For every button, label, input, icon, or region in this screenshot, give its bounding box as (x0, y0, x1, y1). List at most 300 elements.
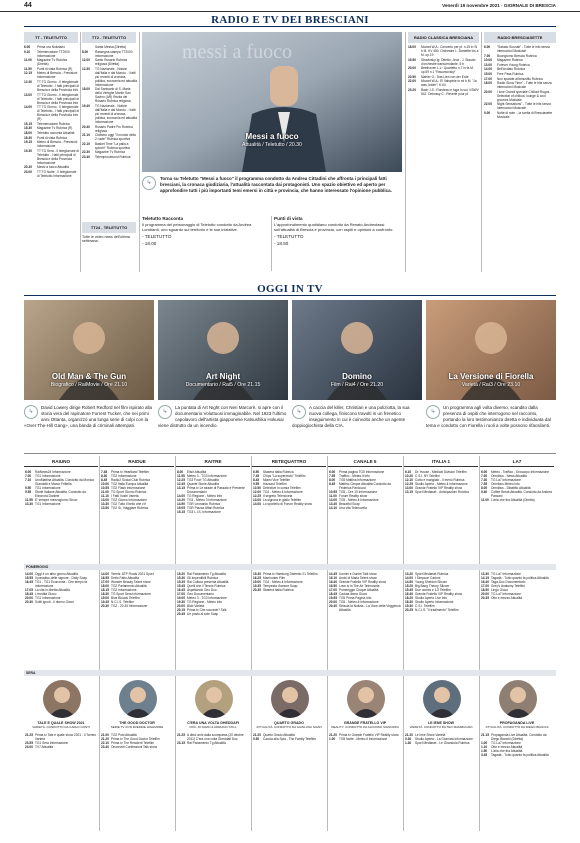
schedule-time: 12.15 (24, 71, 32, 76)
schedule-time: 23.20 (408, 87, 416, 92)
schedule-time: 9.55 (25, 490, 32, 494)
film-title: Old Man & The Gun (51, 372, 127, 381)
host-show-subtitle: ATTUALITÀ. CONDOTTO DA GIANLUIGI NUZZI (256, 725, 322, 729)
schedule-time: 20.30 (25, 600, 33, 604)
schedule-program: Meteo di Brescia - Previsioni Informazione (37, 140, 78, 149)
box1-text: Il programma del personaggio di Teletutto condotto da Andrea Lombardi, uno sguardo sul territorio e le sue iniziative. (142, 221, 252, 232)
schedule-program: N.C.I.S. Telefilm (111, 600, 134, 604)
schedule-time: 7.10 (25, 478, 32, 482)
host-show-subtitle: VARIETÀ. CONDOTTO DA TEO MAMMUCARI (409, 725, 473, 729)
schedule-time: 11.55 (25, 498, 33, 502)
channel-schedule (177, 572, 249, 668)
schedule-program: Non sparate all'amusfilo Rubrica (497, 76, 543, 81)
host-avatar (347, 680, 385, 718)
tt2-schedule (82, 45, 137, 220)
schedule-row (481, 498, 553, 502)
schedule-time: 0.50 (253, 737, 260, 741)
schedule-program: Sport Mediaset Rubrica (415, 572, 449, 576)
schedule-time: 20.40 (82, 124, 90, 129)
schedule-time: 17.05 (25, 588, 33, 592)
schedule-time: 18.00 (408, 45, 416, 49)
schedule-program: TG5 - Meteo.it Informazione (339, 600, 379, 604)
schedule-row (82, 155, 137, 159)
schedule-time: 6.00 (329, 470, 336, 474)
schedule-program: Striscia la Notizia - La Voce della Veggenza Attualità (339, 604, 401, 612)
schedule-program: Meteo 3 - TG3 Informazione (187, 474, 227, 478)
schedule-time: 17.00 (177, 592, 185, 596)
schedule-program: Studio Aperto Live Info (415, 596, 448, 600)
feature-caption: Torna su Teletutto "Messi a fuoco" il programma condotto da Andrea Cittadini che affronta i principali fatti bresciani, la cronaca giudiziaria, l'attualità raccontata dai protagonisti. Uno spazio obiettivo ed aperto per approfondire tutti i più importanti temi emersi in città e provincia, che hanno interessato l'opinione pubblica. (160, 176, 392, 193)
schedule-program: TG3 Fuori TG Attualità (187, 478, 219, 482)
schedule-program: E' sempre mezzogiorno Show (35, 498, 78, 502)
schedule-program: TG4 - Meteo.it Informazione (263, 490, 303, 494)
schedule-row (25, 490, 97, 498)
band-sera: SERA (24, 670, 556, 676)
schedule-row (329, 737, 401, 741)
schedule-time: 8.00 (82, 49, 89, 54)
schedule-time: 19.00 (177, 596, 185, 600)
schedule-program: Telemercatone TT2000 Informazione (37, 49, 70, 58)
film-image (158, 300, 288, 400)
schedule-time: 8.00 (177, 470, 184, 474)
schedule-time: 13.15 (405, 490, 413, 494)
channel-schedule (329, 470, 401, 562)
schedule-row (329, 604, 401, 612)
film-image (292, 300, 422, 400)
schedule-row (484, 90, 556, 102)
channel-header-tt: TT - TELETUTTO (24, 32, 78, 43)
schedule-program: TGR Piazza Affari Rubrica (187, 506, 225, 510)
schedule-time: 21.00 (101, 733, 109, 737)
schedule-program: Dal Santuario di S. Maria della Vertighe Monte San Savino (AR) Recita del Rosario Rubrica religiosa (95, 87, 131, 104)
schedule-row (408, 66, 479, 74)
schedule-program: Tempesta d'amore Soap (263, 584, 298, 588)
schedule-program: Rassegna stampa TT2000 Informazione (95, 49, 133, 58)
schedule-row (24, 50, 79, 58)
schedule-row (24, 170, 79, 178)
schedule-row (408, 75, 479, 79)
channel-header: ITALIA 1 (404, 456, 478, 467)
host-avatar (43, 680, 81, 718)
film-image (426, 300, 556, 400)
schedule-time: 23.00 (24, 169, 32, 174)
schedule-program: Stravinsky Ig: Ottetto; Jeux - J. Staudo d'orchestre transcendante, 5 tr (421, 57, 476, 66)
schedule-row (101, 506, 173, 510)
schedule-program: TG2 Parlamento Attualità (111, 584, 147, 588)
schedule-row (82, 133, 137, 141)
schedule-program: Uomini e Donne Talk show (339, 572, 377, 576)
schedule-time: 14.00 (101, 572, 109, 576)
host-show-subtitle: SERIE TV CON FREDDIE HIGHMORE (110, 725, 164, 729)
schedule-time: 13.00 (101, 498, 109, 502)
channel-schedule (405, 470, 477, 562)
schedule-time: 20.25 (405, 608, 413, 612)
schedule-time: 10.20 (405, 474, 413, 478)
schedule-program: La signora in giallo Telefilm (263, 498, 302, 502)
schedule-time: 23.40 (82, 154, 90, 159)
band-pomeriggio: POMERIGGIO (24, 564, 556, 570)
film-description-block (426, 405, 556, 451)
schedule-program: Le Iene Show Varietà (415, 733, 446, 737)
schedule-program: Prima ora Notiziario (37, 45, 65, 49)
schedule-program: Stasera Italia Rubrica (263, 470, 294, 474)
schedule-time: 21.10 (82, 133, 90, 138)
schedule-program: TG Sport Giorno Rubrica (111, 490, 147, 494)
schedule-time: 20.00 (25, 596, 33, 600)
schedule-program: Coffee Break Attualità. Condotto da Andrea Pancani (491, 490, 552, 498)
schedule-time: 17.00 (329, 588, 337, 592)
schedule-time: 16.45 (177, 588, 185, 592)
schedule-program: TG1 Sera Informazione (35, 741, 69, 745)
schedule-time: 12.00 (253, 490, 261, 494)
schedule-time: 21.20 (253, 733, 261, 737)
schedule-time: 10.00 (101, 482, 109, 486)
feature-caption-block (142, 176, 402, 194)
schedule-program: Magazine Tv Rubrica (Diretta) (37, 58, 68, 67)
schedule-row (25, 745, 97, 749)
schedule-time: 10.00 (484, 58, 492, 63)
host-avatar (499, 680, 537, 718)
schedule-program: Omnibus - News Attualità (491, 474, 527, 478)
schedule-program: Hazzard Telefilm (263, 482, 287, 486)
channel-header-tt24: TT24 - TELETUTTO (82, 222, 136, 233)
schedule-time: 10.50 (253, 486, 261, 490)
channel-header-rbs: RADIO BRESCIASETTE (484, 32, 556, 43)
schedule-row (24, 140, 79, 148)
schedule-program: Traffico - Meteo.it Info (339, 474, 370, 478)
schedule-program: Caduta libera Gioco (339, 592, 368, 596)
schedule-program: Rai Parlamento Tg Attualità (187, 741, 226, 745)
schedule-program: Rosario Padre Pio Rubrica religiosa (95, 124, 133, 133)
schedule-time: 13.30 (101, 502, 109, 506)
film-title: La Versione di Fiorella (448, 372, 534, 381)
schedule-time: 20.00 (484, 89, 492, 94)
schedule-time: 19.15 (24, 140, 32, 145)
box1-time: - 18.00 (142, 241, 157, 247)
host-show-subtitle: VARIETÀ. CONDOTTO DA CARLO CONTI (32, 725, 90, 729)
schedule-row (405, 608, 477, 612)
schedule-program: Elisir Attualità (187, 470, 207, 474)
schedule-time: 22.10 (82, 141, 90, 146)
schedule-row (481, 733, 553, 741)
schedule-row (481, 753, 553, 757)
schedule-row (177, 612, 249, 616)
schedule-row (101, 604, 173, 608)
box1-channel: - TELETUTTO (142, 233, 172, 239)
schedule-time: 18.00 (82, 87, 90, 92)
schedule-row (405, 741, 477, 745)
schedule-time: 9.10 (24, 49, 31, 54)
schedule-program: Oggi è un altro giorno Attualità (35, 572, 78, 576)
schedule-time: 14.00 (24, 105, 32, 110)
schedule-time: 20.30 (101, 604, 109, 608)
schedule-program: Otto e mezzo Attualità (491, 745, 523, 749)
schedule-row (253, 502, 325, 506)
schedule-program: Tennis. ATP Finals 2021 Sport (111, 572, 154, 576)
schedule-program: Quelli che il Tennis Rubrica (187, 584, 226, 588)
host-show-title: PROPAGANDA LIVE (499, 721, 535, 725)
schedule-program: Magazine Tv Rubrica (95, 150, 126, 155)
box2-text: L'approfondimento quotidiano condotto da Renato Andreolassi sull'attualità di Brescia e provincia, con ospiti e opinioni a confronto. (274, 221, 394, 232)
schedule-program: Lingo Gioco (491, 588, 509, 592)
schedule-program: Wonder Beauty Talent show (111, 580, 151, 584)
schedule-time: 18.30 (405, 600, 413, 604)
schedule-time: 12.00 (82, 58, 90, 63)
schedule-time: 20.00 (329, 600, 337, 604)
box-punti-di-vista (274, 216, 402, 247)
schedule-row (24, 45, 79, 49)
film-description-block (158, 405, 288, 451)
schedule-row (484, 81, 556, 89)
schedule-program: Love is in The Air Telenovela (339, 584, 380, 588)
schedule-program: Mozart W.A.: Concerto per pf. n.15 in Si b M. KV 450. Orchestre L. Dantette ins a M. op.19 (421, 45, 479, 57)
schedule-program: TG Sport Sera Informazione (111, 592, 151, 596)
channel-header: CANALE 5 (328, 456, 402, 467)
schedule-time: 16.40 (405, 592, 413, 596)
schedule-program: N.C.I.S. "Il tradimento" Telefilm (415, 608, 459, 612)
schedule-row (329, 482, 401, 490)
channel-schedule (177, 733, 249, 831)
schedule-row (484, 63, 556, 67)
schedule-time: 15.20 (405, 584, 413, 588)
schedule-time: 7.45 (101, 470, 108, 474)
schedule-time: 14.45 (329, 572, 337, 576)
tt24-text: Tutte le video news dell'ultima settimana. (82, 235, 130, 244)
schedule-program: Gli imperdibili Rubrica (187, 576, 218, 580)
schedule-program: TG2 - 20.30 Informazione (111, 604, 148, 608)
schedule-program: Big Bang Theory Sitcom (415, 584, 450, 588)
schedule-time: 14.00 (177, 494, 185, 498)
channel-schedule (329, 733, 401, 831)
schedule-time: 11.00 (329, 494, 337, 498)
schedule-time: 1.50 (481, 749, 488, 753)
tv-icon: ↳ (292, 405, 306, 419)
schedule-time: 19.00 (101, 596, 109, 600)
channel-schedule (25, 572, 97, 668)
schedule-program: TG2 Informazione (111, 474, 137, 478)
schedule-time: 13.50 (101, 506, 109, 510)
schedule-program: A dieci anni dalla scomparsa (20 ottobre 2011) C'era una volta Gheddafi Doc. (187, 733, 244, 741)
schedule-row (25, 502, 97, 506)
schedule-program: Mahler G.: Das Lied von der Erde (421, 74, 469, 79)
schedule-time: 13.00 (329, 498, 337, 502)
schedule-program: Sport Mediaset - Anticipazioni Rubrica (415, 490, 469, 494)
film-description: A caccia del killer, Christian e una poliziotta, la sua nuova collega, finiscono travolti in un frenetico inseguimento in cui è coinvolto anche un agente doppiogiochista della CIA. (292, 405, 410, 428)
schedule-time: 14.00 (405, 576, 413, 580)
schedule-row (408, 58, 479, 66)
schedule-program: TG5 - Meteo.it Informazione (339, 498, 379, 502)
schedule-row (484, 72, 556, 76)
section-title-radio-tv: RADIO E TV DEI BRESCIANI (24, 13, 556, 27)
schedule-row (101, 745, 173, 749)
schedule-program: Meteo di Brescia - Previsioni Informazione (37, 71, 78, 80)
schedule-time: 6.50 (253, 470, 260, 474)
schedule-row (24, 122, 79, 126)
schedule-time: 13.00 (253, 498, 261, 502)
schedule-program: Mattino Cinque Attualità Condotto da Federica Panicucci (339, 482, 391, 490)
schedule-time: 10.55 (101, 486, 109, 490)
schedule-time: 12.25 (405, 482, 413, 486)
host-show-title: GRANDE FRATELLO VIP (343, 721, 387, 725)
host-show-subtitle: REALITY. CONDOTTO DA ALFONSO SIGNORINI (331, 725, 399, 729)
schedule-time: 18.20 (405, 596, 413, 600)
schedule-program: TG2 Post Attualità (111, 733, 137, 737)
box2-time: - 18.50 (274, 241, 289, 247)
schedule-time: 11.10 (101, 494, 109, 498)
schedule-program: Bach J.S.: Rondeau e fuga in sol, il BWV 542. Debussy C.: Reverie pour pf. (421, 87, 479, 96)
schedule-time: 22.00 (408, 79, 416, 84)
feature-title: Messi a fuoco (245, 132, 299, 141)
schedule-program: Grande Fratello VIP Reality show (339, 580, 387, 584)
channel-schedule (25, 470, 97, 562)
schedule-row (25, 580, 97, 588)
schedule-time: 12.25 (177, 478, 185, 482)
schedule-program: Omnibus - Dibattito Attualità (491, 486, 531, 490)
schedule-time: 7.00 (25, 474, 32, 478)
schedule-program: TG4 - Meteo.it Informazione (263, 580, 303, 584)
schedule-time: 6.00 (24, 45, 31, 49)
schedule-program: Prima tv The Resident Telefilm (111, 741, 155, 745)
channel-schedule (101, 572, 173, 668)
schedule-time: 22.10 (101, 741, 109, 745)
host-show-title: QUARTO GRADO (274, 721, 304, 725)
schedule-program: Storie Italiane Attualità. Condotto da Eleonora Daniele (35, 490, 86, 498)
schedule-program: Tagadà - Tutto quanto fa politica Attualità (491, 753, 549, 757)
schedule-program: Soliti ignoti - Il ritorno Gioco (35, 600, 74, 604)
schedule-time: 7.55 (329, 474, 336, 478)
schedule-program: Prima tv Che succede? Talk (187, 608, 227, 612)
schedule-program: Prima pagina TG5 Informazione (339, 470, 385, 474)
schedule-time: 14.00 (484, 67, 492, 72)
schedule-time: 13.20 (405, 572, 413, 576)
schedule-time (82, 45, 95, 49)
schedule-time: 18.15 (101, 588, 109, 592)
schedule-time: 0.30 (405, 737, 412, 741)
schedule-time: 8.45 (101, 478, 108, 482)
schedule-time: 19.30 (405, 604, 413, 608)
schedule-program: Prima tv The Good Doctor Telefilm (111, 737, 160, 741)
schedule-program: TG1 Informazione (35, 502, 61, 506)
channel-header: RAIUNO (24, 456, 98, 467)
channel-schedule (253, 572, 325, 668)
schedule-program: Tagadà - Tutto quanto fa politica Attualità (491, 576, 549, 580)
schedule-program: UnoMattina Attualità. Condotto da Monica Giandotti e Marco Frittella (35, 478, 94, 486)
schedule-program: Punti di vista Rubrica (37, 135, 67, 140)
schedule-time: 18.00 (24, 130, 32, 135)
schedule-row (82, 50, 137, 58)
schedule-time: 16.40 (329, 580, 337, 584)
schedule-row (484, 67, 556, 71)
schedule-time: 21.20 (101, 737, 109, 741)
schedule-time: 16.40 (481, 580, 489, 584)
schedule-program: Telemercatone Rubrica (37, 121, 70, 126)
schedule-time: 17.00 (481, 584, 489, 588)
schedule-time: 20.30 (253, 588, 261, 592)
schedule-program: Quante Storie Attualità (187, 482, 219, 486)
schedule-time: 20.15 (177, 608, 185, 612)
schedule-program: TT TG Giorno - Il telegiornale di Teletutto - I fatti principali di Brescia e della Provincia Info (R) (37, 105, 79, 122)
schedule-row (82, 142, 137, 150)
schedule-program: TG5 Mattina Informazione (339, 478, 376, 482)
schedule-time: 18.00 (484, 81, 492, 86)
schedule-program: "Sabato Suonati" - Tutte le info senza interruzioni Musicale (497, 45, 550, 53)
schedule-program: Omnibus Meteo Info (491, 482, 520, 486)
schedule-program: Forever Young Rubrica (497, 62, 530, 67)
schedule-program: TT TG Notte - Il telegiornale di Teletutto Informazione (37, 169, 77, 178)
schedule-time: 24.00 (25, 745, 33, 749)
schedule-row (82, 104, 137, 124)
film-subtitle: Film / Rai4 / Ore 21.20 (330, 382, 384, 388)
schedule-time: 1.00 (329, 737, 336, 741)
schedule-program: C.S.I. Telefilm (415, 604, 435, 608)
schedule-row (24, 165, 79, 169)
schedule-time: 9.50 (25, 486, 32, 490)
schedule-row (177, 733, 249, 741)
feature-subtitle: Attualità / Teletutto / 20.30 (242, 142, 302, 148)
schedule-time: 19.30 (24, 148, 32, 153)
schedule-time: 7.45 (253, 474, 260, 478)
schedule-program: RaiNews24 Informazione (35, 470, 71, 474)
schedule-time: 13.40 (329, 502, 337, 506)
schedule-program: Teletutto racconta Attualità (37, 130, 75, 135)
schedule-row (82, 87, 137, 103)
schedule-time: 7.00 (484, 53, 491, 58)
schedule-row (24, 93, 79, 105)
schedule-time: 16.25 (253, 576, 261, 580)
schedule-time: 23.40 (101, 745, 109, 749)
film-description: Un programma agli volta diverso, scandito dalla presenza di ospiti che interrogono nel racconto, portando la loro testimonianza diretta e individuata dal tema e condotto con Fiorella i ruoli a volte possono rifacsilanti. (426, 405, 551, 428)
schedule-program: TG1 Informazione (35, 596, 61, 600)
schedule-row (24, 67, 79, 71)
schedule-program: Prima tv Tale e quale show 2021 - Il Torneo Varietà (35, 733, 97, 741)
schedule-time: 1.10 (481, 745, 488, 749)
schedule-row (82, 125, 137, 133)
schedule-time: 8.30 (101, 474, 108, 478)
schedule-time: 20.00 (481, 592, 489, 596)
schedule-time: 15.30 (253, 572, 261, 576)
schedule-time: 12.45 (177, 482, 185, 486)
schedule-program: TG Regione - Meteo Info (187, 600, 223, 604)
schedule-program: L'eredità Gioco (35, 592, 57, 596)
schedule-time: 23.15 (177, 741, 185, 745)
schedule-time: 12.30 (24, 79, 32, 84)
schedule-program: Pomeriggio Cinque Attualità (339, 588, 379, 592)
schedule-program: Grande Fratello VIP Reality show (415, 486, 463, 490)
schedule-time: 11.00 (101, 490, 109, 494)
schedule-program: Beethoven L.v.: Quartetto n.7 in fa M. op.59 n.1 "Rasumovsky" (421, 66, 474, 75)
schedule-program: Beautiful Soap (339, 502, 360, 506)
schedule-row (408, 45, 479, 57)
schedule-row (408, 79, 479, 87)
schedule-time: 7.30 (481, 478, 488, 482)
schedule-time: 6.00 (25, 470, 32, 474)
schedule-time: 8.45 (329, 482, 336, 486)
channel-schedule (253, 733, 325, 831)
schedule-time: 11.00 (481, 498, 489, 502)
schedule-time: 9.55 (253, 482, 260, 486)
schedule-time: 16.45 (25, 580, 33, 584)
channel-schedule (481, 470, 553, 562)
schedule-program: Young Sheldon Sitcom (415, 580, 448, 584)
schedule-time: 21.20 (329, 733, 337, 737)
schedule-program: Sport Mediaset - Le Girandola Rubrica (415, 741, 470, 745)
schedule-program: L'aria che tira Attualità (Diretta) (491, 498, 535, 502)
schedule-program: Grey's Anatomy Telefilm (491, 584, 526, 588)
schedule-program: Forum Reality show (339, 494, 368, 498)
schedule-time: 6.10 (405, 470, 412, 474)
rcb-schedule (408, 45, 479, 273)
schedule-row (82, 150, 137, 154)
